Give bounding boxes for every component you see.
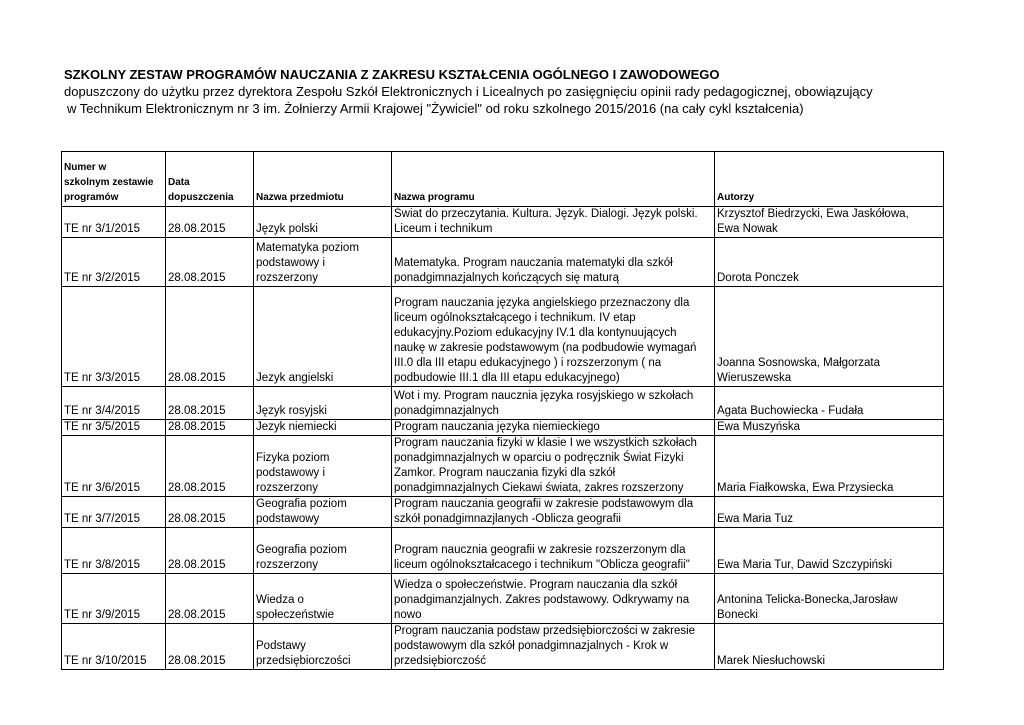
document-header xyxy=(64,66,964,117)
cell-text-line: Język polski xyxy=(256,223,318,235)
cell-text-line: Program nauczania języka angielskiego przeznaczony dla xyxy=(394,297,690,309)
cell-text-line: 28.08.2015 xyxy=(168,609,226,621)
cell-text-line: Program nauczania podstaw przedsiębiorczości w zakresie xyxy=(394,625,696,637)
cell-text-line: Antonina Telicka-Bonecka,Jarosław xyxy=(717,594,898,606)
date-column-header xyxy=(166,152,254,207)
approval-date-cell xyxy=(166,207,254,238)
cell-text-line: Jezyk niemiecki xyxy=(256,421,337,433)
subject-cell xyxy=(254,624,392,670)
cell-text-line: edukacyjny.Poziom edukacyjny IV.1 dla kontynuujących xyxy=(394,327,677,339)
program-number-cell xyxy=(62,238,166,287)
cell-text-line: podbudowie III.1 dla III etapu edukacyjnego) xyxy=(394,372,620,384)
cell-text-line: Geografia poziom xyxy=(256,544,347,556)
cell-text-line: Świat do przeczytania. Kultura. Język. Dialogi. Język polski. xyxy=(394,208,698,220)
cell-text-line: Program nauczania fizyki w klasie I we wszystkich szkołach xyxy=(394,437,697,449)
cell-text-line: szkół ponadgimnazjlanych -Oblicza geografii xyxy=(394,513,621,525)
program-name-cell xyxy=(392,287,715,387)
table-row xyxy=(62,420,944,436)
cell-text-line: Program naucznia geografii w zakresie rozszerzonym dla xyxy=(394,544,686,556)
cell-text-line: TE nr 3/3/2015 xyxy=(64,372,141,384)
subject-cell xyxy=(254,436,392,497)
program-name-cell xyxy=(392,574,715,624)
approval-date-cell xyxy=(166,420,254,436)
cell-text-line: ponadgimnazjalnych kończących się maturą xyxy=(394,272,620,284)
approval-date-cell xyxy=(166,287,254,387)
program-table xyxy=(61,151,944,670)
cell-text-line: społeczeństwie xyxy=(256,609,334,621)
program-number-cell xyxy=(62,528,166,574)
cell-text-line: 28.08.2015 xyxy=(168,655,226,667)
cell-text-line: przedsiębiorczości xyxy=(256,655,351,667)
cell-text-line: TE nr 3/7/2015 xyxy=(64,513,141,525)
cell-text-line: Agata Buchowiecka - Fudała xyxy=(717,405,864,417)
cell-text-line: 28.08.2015 xyxy=(168,421,226,433)
program-name-cell xyxy=(392,387,715,420)
cell-text-line: Ewa Maria Tur, Dawid Szczypiński xyxy=(717,559,893,571)
program-column-header xyxy=(392,152,715,207)
cell-text-line: 28.08.2015 xyxy=(168,513,226,525)
cell-text-line: Zamkor. Program nauczania fizyki dla szkół xyxy=(394,467,616,479)
table-header-row xyxy=(62,152,944,207)
header-text-line: Autorzy xyxy=(717,192,755,203)
cell-text-line: Podstawy xyxy=(256,640,306,652)
cell-text-line: rozszerzony xyxy=(256,482,318,494)
header-text-line: Nazwa przedmiotu xyxy=(256,192,344,203)
cell-text-line: III.0 dla III etapu edukacyjnego ) i rozszerzonym ( na xyxy=(394,357,662,369)
authors-column-header xyxy=(715,152,944,207)
program-name-cell xyxy=(392,624,715,670)
program-number-cell xyxy=(62,387,166,420)
program-name-cell xyxy=(392,497,715,528)
cell-text-line: 28.08.2015 xyxy=(168,372,226,384)
program-number-cell xyxy=(62,497,166,528)
table-row xyxy=(62,287,944,387)
cell-text-line: TE nr 3/1/2015 xyxy=(64,223,141,235)
cell-text-line: podstawowym dla szkół ponadgimnazjalnych - Krok w xyxy=(394,640,669,652)
program-table-body xyxy=(62,152,944,670)
cell-text-line: Ewa Muszyńska xyxy=(717,421,801,433)
subject-column-header xyxy=(254,152,392,207)
cell-text-line: ponadgimnazjalnych xyxy=(394,405,499,417)
cell-text-line: Wot i my. Program naucznia języka rosyjskiego w szkołach xyxy=(394,390,694,402)
program-number-cell xyxy=(62,287,166,387)
program-name-cell xyxy=(392,436,715,497)
authors-cell xyxy=(715,528,944,574)
approval-date-cell xyxy=(166,436,254,497)
cell-text-line: Wiedza o społeczeństwie. Program nauczania dla szkół xyxy=(394,579,678,591)
program-number-cell xyxy=(62,436,166,497)
subject-cell xyxy=(254,207,392,238)
cell-text-line: przedsiębiorczość xyxy=(394,655,487,667)
cell-text-line: Program nauczania geografii w zakresie podstawowym dla xyxy=(394,498,694,510)
authors-cell xyxy=(715,574,944,624)
table-row xyxy=(62,387,944,420)
authors-cell xyxy=(715,287,944,387)
cell-text-line: TE nr 3/8/2015 xyxy=(64,559,141,571)
cell-text-line: rozszerzony xyxy=(256,559,318,571)
authors-cell xyxy=(715,238,944,287)
cell-text-line: Dorota Ponczek xyxy=(717,272,799,284)
program-number-cell xyxy=(62,420,166,436)
subject-cell xyxy=(254,528,392,574)
cell-text-line: TE nr 3/10/2015 xyxy=(64,655,147,667)
cell-text-line: liceum ogólnokształcącego i technikum. IV etap xyxy=(394,312,636,324)
approval-date-cell xyxy=(166,574,254,624)
authors-cell xyxy=(715,387,944,420)
authors-cell xyxy=(715,207,944,238)
number-column-header xyxy=(62,152,166,207)
header-text-line: Data xyxy=(168,177,190,188)
cell-text-line: Ewa Maria Tuz xyxy=(717,513,794,525)
cell-text-line: Wiedza o xyxy=(256,594,304,606)
cell-text-line: Maria Fiałkowska, Ewa Przysiecka xyxy=(717,482,894,494)
cell-text-line: Liceum i technikum xyxy=(394,223,493,235)
cell-text-line: 28.08.2015 xyxy=(168,559,226,571)
cell-text-line: podstawowy i xyxy=(256,257,326,269)
approval-date-cell xyxy=(166,528,254,574)
cell-text-line: nowo xyxy=(394,609,422,621)
authors-cell xyxy=(715,436,944,497)
header-text-line: programów xyxy=(64,192,119,203)
cell-text-line: 28.08.2015 xyxy=(168,223,226,235)
header-text-line: Nazwa programu xyxy=(394,192,475,203)
table-row xyxy=(62,528,944,574)
document-subtitle-line1: dopuszczony do użytku przez dyrektora Zespołu Szkół Elektronicznych i Licealnych po zasięgnięciu opinii rady pedagogicznej, obowiązujący xyxy=(64,84,873,99)
program-name-cell xyxy=(392,528,715,574)
cell-text-line: TE nr 3/5/2015 xyxy=(64,421,141,433)
cell-text-line: TE nr 3/9/2015 xyxy=(64,609,141,621)
cell-text-line: Ewa Nowak xyxy=(717,223,778,235)
cell-text-line: Bonecki xyxy=(717,609,758,621)
approval-date-cell xyxy=(166,387,254,420)
approval-date-cell xyxy=(166,497,254,528)
subject-cell xyxy=(254,238,392,287)
approval-date-cell xyxy=(166,238,254,287)
document-title: SZKOLNY ZESTAW PROGRAMÓW NAUCZANIA Z ZAKRESU KSZTAŁCENIA OGÓLNEGO I ZAWODOWEGO xyxy=(64,67,720,82)
cell-text-line: Joanna Sosnowska, Małgorzata xyxy=(717,357,881,369)
cell-text-line: 28.08.2015 xyxy=(168,405,226,417)
header-text-line: szkolnym zestawie xyxy=(64,177,154,188)
cell-text-line: podstawowy i xyxy=(256,467,326,479)
cell-text-line: ponadgimnazjalnych Ciekawi świata, zakres rozszerzony xyxy=(394,482,684,494)
approval-date-cell xyxy=(166,624,254,670)
cell-text-line: Jezyk angielski xyxy=(256,372,334,384)
program-name-cell xyxy=(392,420,715,436)
cell-text-line: liceum ogólnokształcacego i technikum "Oblicza geografii" xyxy=(394,559,690,571)
subject-cell xyxy=(254,574,392,624)
cell-text-line: Geografia poziom xyxy=(256,498,347,510)
subject-cell xyxy=(254,387,392,420)
header-text-line: dopuszczenia xyxy=(168,192,234,203)
table-row xyxy=(62,624,944,670)
table-row xyxy=(62,497,944,528)
authors-cell xyxy=(715,624,944,670)
cell-text-line: rozszerzony xyxy=(256,272,318,284)
table-row xyxy=(62,436,944,497)
program-name-cell xyxy=(392,238,715,287)
cell-text-line: podstawowy xyxy=(256,513,320,525)
cell-text-line: Program nauczania języka niemieckiego xyxy=(394,421,600,433)
cell-text-line: Wieruszewska xyxy=(717,372,792,384)
cell-text-line: Fizyka poziom xyxy=(256,452,330,464)
table-row xyxy=(62,207,944,238)
cell-text-line: 28.08.2015 xyxy=(168,482,226,494)
table-row xyxy=(62,574,944,624)
cell-text-line: Matematyka poziom xyxy=(256,242,359,254)
program-number-cell xyxy=(62,624,166,670)
authors-cell xyxy=(715,420,944,436)
cell-text-line: Język rosyjski xyxy=(256,405,327,417)
document-subtitle-line2: w Technikum Elektronicznym nr 3 im. Żołnierzy Armii Krajowej "Żywiciel" od roku szkolnego 2015/2016 (na cały cykl kształcenia) xyxy=(67,101,804,116)
cell-text-line: ponadgimnazjalnych w oparciu o podręcznik Świat Fizyki xyxy=(394,452,684,464)
program-number-cell xyxy=(62,574,166,624)
authors-cell xyxy=(715,497,944,528)
subject-cell xyxy=(254,287,392,387)
table-row xyxy=(62,238,944,287)
cell-text-line: Krzysztof Biedrzycki, Ewa Jaskółowa, xyxy=(717,208,909,220)
cell-text-line: ponadgimanzjalnych. Zakres podstawowy. Odkrywamy na xyxy=(394,594,690,606)
subject-cell xyxy=(254,420,392,436)
cell-text-line: 28.08.2015 xyxy=(168,272,226,284)
subject-cell xyxy=(254,497,392,528)
cell-text-line: TE nr 3/6/2015 xyxy=(64,482,141,494)
cell-text-line: TE nr 3/4/2015 xyxy=(64,405,141,417)
header-text-line: Numer w xyxy=(64,162,107,173)
cell-text-line: naukę w zakresie podstawowym (na podbudowie wymagań xyxy=(394,342,697,354)
cell-text-line: TE nr 3/2/2015 xyxy=(64,272,141,284)
cell-text-line: Matematyka. Program nauczania matematyki dla szkół xyxy=(394,257,673,269)
program-number-cell xyxy=(62,207,166,238)
program-name-cell xyxy=(392,207,715,238)
cell-text-line: Marek Niesłuchowski xyxy=(717,655,826,667)
